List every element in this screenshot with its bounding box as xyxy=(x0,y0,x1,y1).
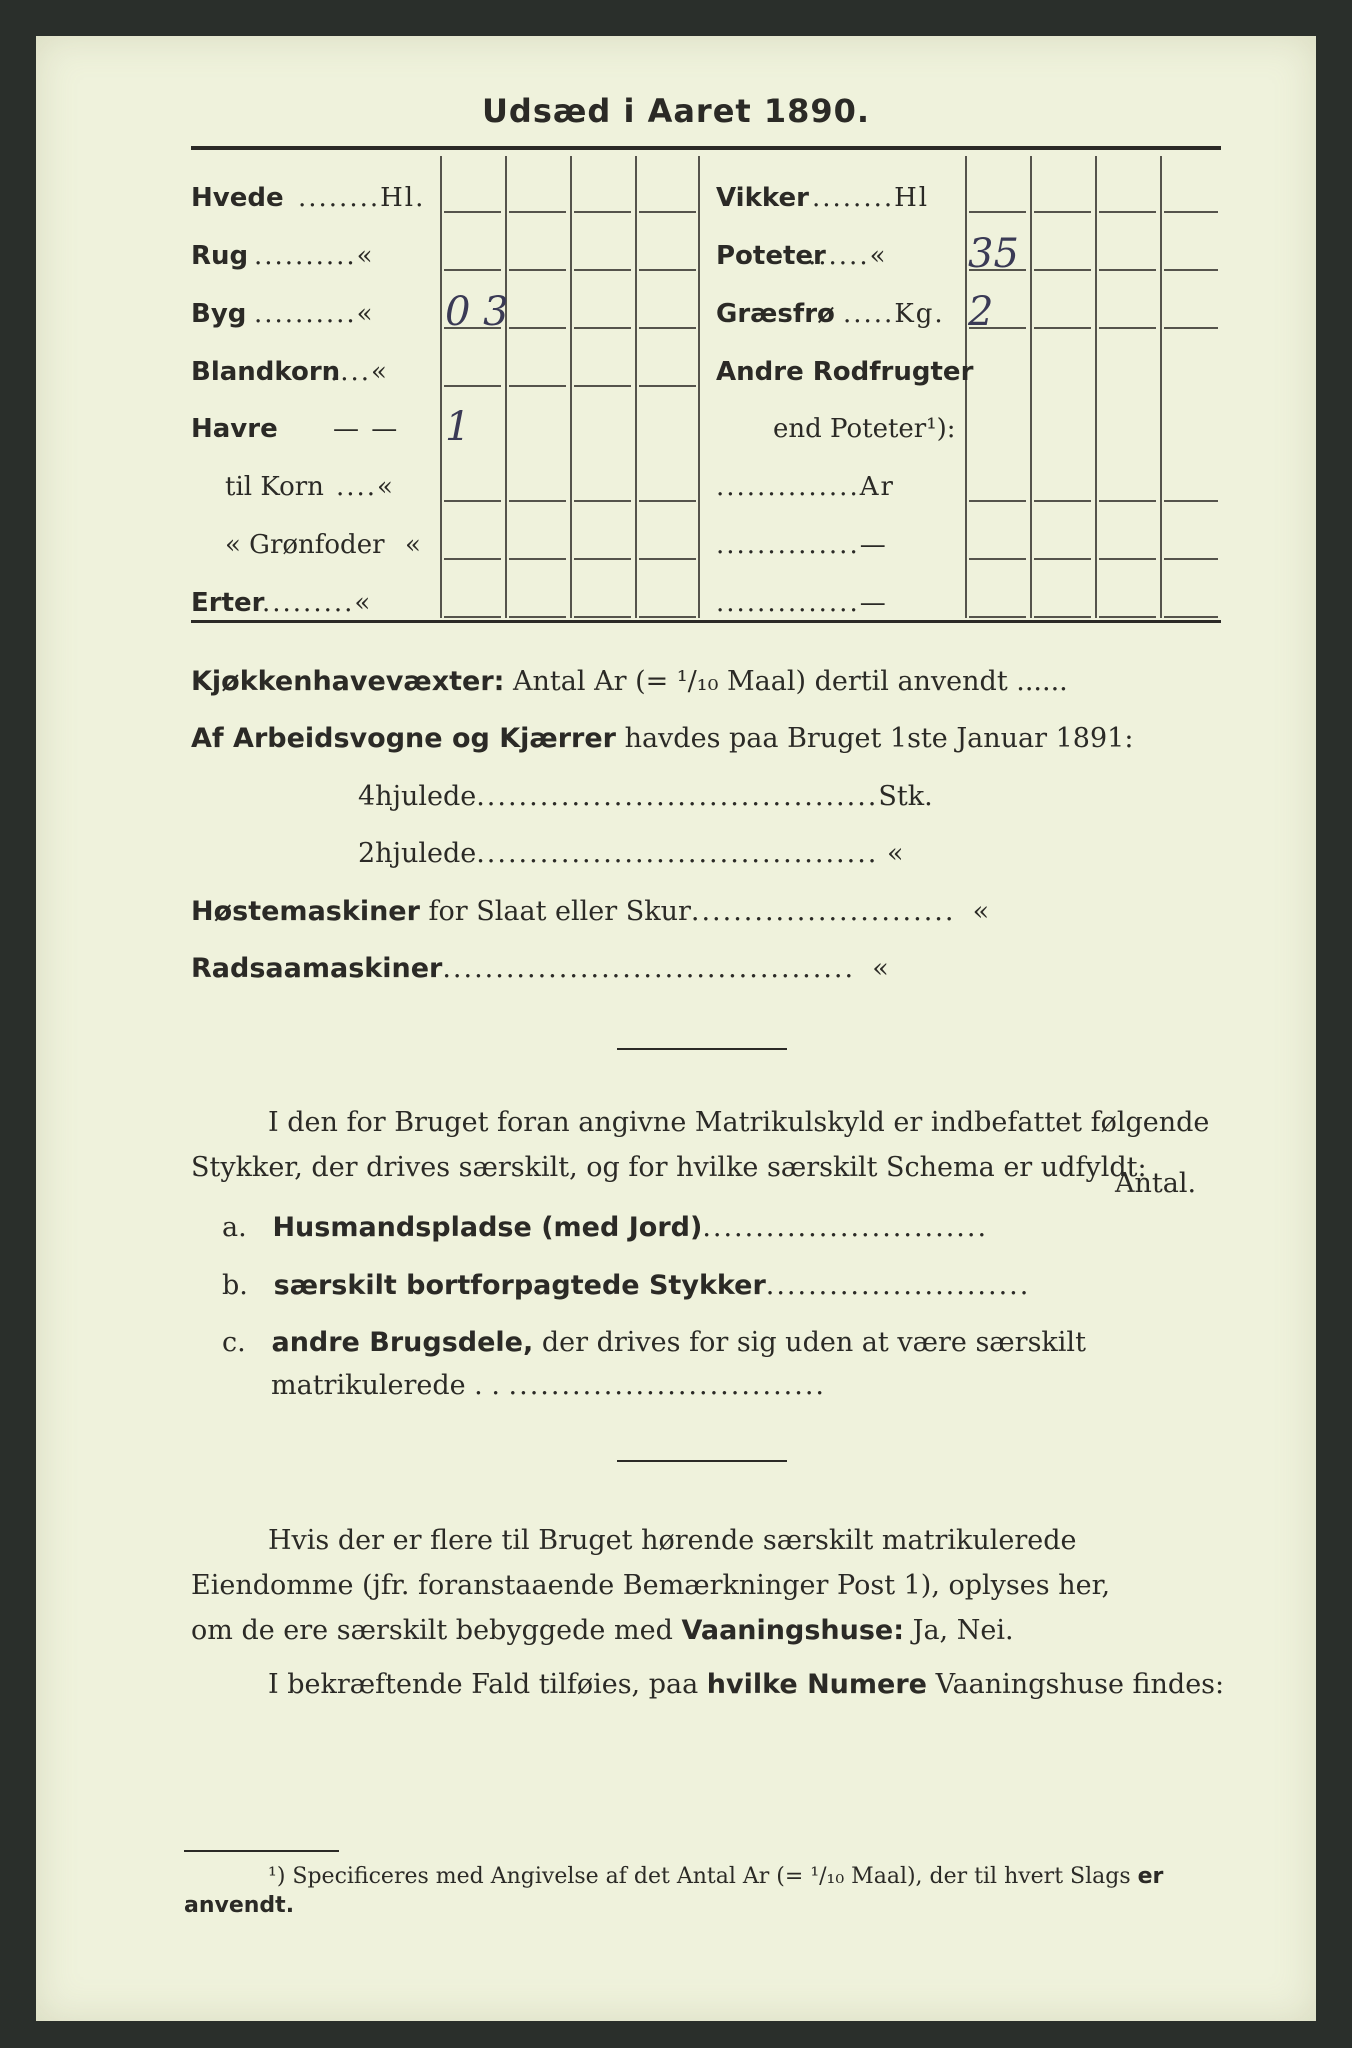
hvis-line-2: Eiendomme (jfr. foranstaaende Bemærkninger Post 1), oplyses her, xyxy=(191,1570,1111,1601)
right-row-cell xyxy=(1099,616,1156,618)
item-b-letter: b. xyxy=(222,1270,248,1301)
antal-header: Antal. xyxy=(1115,1168,1197,1199)
left-row-cell xyxy=(639,616,696,618)
left-col-line xyxy=(440,156,442,618)
left-row-cell xyxy=(639,385,696,387)
center-divider xyxy=(698,156,700,618)
right-row-cell xyxy=(1034,500,1091,502)
left-row-suffix: .........« xyxy=(262,588,373,618)
left-row-cell xyxy=(509,385,566,387)
right-row-suffix: ..............Ar xyxy=(716,472,895,502)
right-row-cell xyxy=(969,616,1026,618)
dwelling-label: Vaaningshuse: xyxy=(681,1615,905,1646)
left-row-cell xyxy=(574,327,631,329)
right-row-suffix: ........Hl xyxy=(812,183,930,213)
right-row-cell xyxy=(969,211,1026,213)
left-row-cell xyxy=(444,211,501,213)
left-row-cell xyxy=(574,385,631,387)
left-col-line xyxy=(570,156,572,618)
left-col-line xyxy=(505,156,507,618)
left-row-cell xyxy=(509,616,566,618)
item-a-dots: ........................... xyxy=(702,1212,989,1243)
seeder-line xyxy=(191,953,889,984)
footnote-text-1: ¹) Specificeres med Angivelse af det Antal Ar (= ¹/₁₀ Maal), der til hvert Slags xyxy=(268,1864,1131,1889)
right-row-cell xyxy=(1164,500,1218,502)
kitchen-garden-line xyxy=(191,666,1068,697)
right-row-cell xyxy=(1034,327,1091,329)
divider-2 xyxy=(617,1460,787,1462)
four-wheel-dots: ...................................... xyxy=(476,781,879,812)
right-row-cell xyxy=(1034,211,1091,213)
item-b xyxy=(222,1270,1030,1301)
left-row-cell xyxy=(509,558,566,560)
left-row-cell xyxy=(509,269,566,271)
footnote-rule xyxy=(184,1850,339,1852)
seeder-label: Radsaamaskiner xyxy=(191,953,443,984)
harvester-text: for Slaat eller Skur xyxy=(428,896,691,927)
right-col-line xyxy=(1030,156,1032,618)
matrikul-line-2: Stykker, der drives særskilt, og for hvilke særskilt Schema er udfyldt: xyxy=(191,1152,1147,1183)
right-row-value: 2 xyxy=(968,289,994,335)
left-row-suffix: ....« xyxy=(330,357,389,387)
right-row-label: Græsfrø xyxy=(716,299,835,329)
left-row-cell xyxy=(639,327,696,329)
title-rule xyxy=(191,146,1221,150)
two-wheel-dots: ...................................... xyxy=(476,838,879,869)
left-row-label: Byg xyxy=(191,299,247,329)
footnote-line-1 xyxy=(268,1864,1163,1889)
item-c-label: andre Brugsdele, xyxy=(271,1327,534,1358)
left-row-cell xyxy=(639,269,696,271)
left-col-line xyxy=(635,156,637,618)
right-row-cell xyxy=(1099,269,1156,271)
right-row-cell xyxy=(1034,616,1091,618)
harvester-line xyxy=(191,896,989,927)
kitchen-garden-text: Antal Ar (= ¹/₁₀ Maal) dertil anvendt ...... xyxy=(513,666,1068,697)
left-row-label: Erter xyxy=(191,588,265,618)
four-wheel-line xyxy=(358,781,933,812)
right-row-label: Vikker xyxy=(716,183,809,213)
left-row-value: 1 xyxy=(445,404,471,450)
left-row-value: 0 3 xyxy=(445,289,509,335)
left-row-label: til Korn xyxy=(225,472,324,502)
left-row-cell xyxy=(639,211,696,213)
left-row-cell xyxy=(444,269,501,271)
four-wheel-label: 4hjulede xyxy=(358,781,477,812)
left-row-suffix: ..........« xyxy=(254,299,375,329)
wagons-text: havdes paa Bruget 1ste Januar 1891: xyxy=(624,723,1134,754)
right-row-label: Poteter xyxy=(716,241,826,271)
item-c-cont-text: matrikulerede . . xyxy=(271,1370,500,1401)
two-wheel-label: 2hjulede xyxy=(358,838,477,869)
four-wheel-unit: Stk. xyxy=(878,781,933,812)
hvis-line-1: Hvis der er flere til Bruget hørende særskilt matrikulerede xyxy=(268,1525,1077,1556)
page-title: Udsæd i Aaret 1890. xyxy=(481,92,871,130)
right-row-suffix: ..............— xyxy=(716,530,888,560)
left-row-suffix: « xyxy=(405,530,423,560)
right-row-cell xyxy=(1164,269,1218,271)
hvis-line-3 xyxy=(191,1615,1014,1646)
left-row-cell xyxy=(444,385,501,387)
footnote-er: er xyxy=(1137,1864,1164,1889)
item-b-label: særskilt bortforpagtede Stykker xyxy=(273,1270,766,1301)
harvester-unit: « xyxy=(972,896,990,927)
left-row-cell xyxy=(509,211,566,213)
bekraeft-c: Vaaningshuse findes: xyxy=(935,1669,1225,1700)
left-row-cell xyxy=(639,500,696,502)
item-a-letter: a. xyxy=(222,1212,247,1243)
two-wheel-line xyxy=(358,838,903,869)
left-row-suffix: ..........« xyxy=(254,241,375,271)
harvester-dots: ......................... xyxy=(690,896,956,927)
wagons-line xyxy=(191,723,1133,754)
form-page xyxy=(36,36,1316,2021)
left-row-suffix: ....« xyxy=(336,472,395,502)
kitchen-garden-label: Kjøkkenhavevæxter: xyxy=(191,666,505,697)
left-row-cell xyxy=(574,500,631,502)
item-c-letter: c. xyxy=(222,1327,246,1358)
wagons-label: Af Arbeidsvogne og Kjærrer xyxy=(191,723,616,754)
right-col-line xyxy=(965,156,967,618)
item-a-label: Husmandspladse (med Jord) xyxy=(272,1212,703,1243)
right-row-label: Andre Rodfrugter xyxy=(716,357,974,387)
item-c-text: der drives for sig uden at være særskilt xyxy=(541,1327,1086,1358)
left-row-suffix: ........Hl. xyxy=(298,183,426,213)
left-row-cell xyxy=(444,616,501,618)
left-row-suffix: — — xyxy=(333,414,400,444)
left-row-cell xyxy=(444,500,501,502)
item-c xyxy=(222,1327,1086,1358)
divider-1 xyxy=(617,1048,787,1050)
right-row-cell xyxy=(1164,616,1218,618)
left-row-label: Hvede xyxy=(191,183,284,213)
bekraeft-line xyxy=(268,1669,1224,1700)
right-col-line xyxy=(1160,156,1162,618)
item-b-dots: ......................... xyxy=(765,1270,1031,1301)
item-a xyxy=(222,1212,988,1243)
right-row-cell xyxy=(969,500,1026,502)
right-row-cell xyxy=(1034,558,1091,560)
table-bottom-rule xyxy=(191,620,1221,623)
bekraeft-b: hvilke Numere xyxy=(706,1669,927,1700)
right-row-cell xyxy=(1164,558,1218,560)
yes-no: Ja, Nei. xyxy=(912,1615,1014,1646)
harvester-label: Høstemaskiner xyxy=(191,896,420,927)
left-row-label: « Grønfoder xyxy=(225,530,385,560)
left-row-cell xyxy=(509,500,566,502)
left-row-label: Rug xyxy=(191,241,249,271)
bekraeft-a: I bekræftende Fald tilføies, paa xyxy=(268,1669,699,1700)
left-row-label: Blandkorn xyxy=(191,357,341,387)
left-row-cell xyxy=(574,269,631,271)
left-row-cell xyxy=(509,327,566,329)
right-row-cell xyxy=(1034,269,1091,271)
left-row-cell xyxy=(574,558,631,560)
right-row-cell xyxy=(1164,327,1218,329)
right-row-cell xyxy=(1099,558,1156,560)
seeder-dots: ....................................... xyxy=(442,953,856,984)
right-row-suffix: ......« xyxy=(808,241,888,271)
right-row-cell xyxy=(1099,327,1156,329)
left-row-cell xyxy=(444,558,501,560)
footnote-line-2: anvendt. xyxy=(184,1893,295,1918)
two-wheel-unit: « xyxy=(886,838,904,869)
right-col-line xyxy=(1095,156,1097,618)
left-row-cell xyxy=(574,616,631,618)
item-c-cont-dots: .............................. xyxy=(508,1370,827,1401)
seeder-unit: « xyxy=(872,953,889,984)
item-c-cont xyxy=(271,1370,826,1401)
right-row-value: 35 xyxy=(968,231,1019,277)
left-row-cell xyxy=(574,211,631,213)
right-row-cell xyxy=(969,558,1026,560)
left-row-label: Havre xyxy=(191,414,278,444)
right-row-label: end Poteter¹): xyxy=(773,414,956,444)
hvis-line-3a: om de ere særskilt bebyggede med xyxy=(191,1615,673,1646)
right-row-cell xyxy=(1099,500,1156,502)
right-row-suffix: ..............— xyxy=(716,588,888,618)
right-row-cell xyxy=(1164,211,1218,213)
right-row-suffix: .....Kg. xyxy=(843,299,945,329)
left-row-cell xyxy=(639,558,696,560)
matrikul-line-1: I den for Bruget foran angivne Matrikulskyld er indbefattet følgende xyxy=(268,1107,1210,1138)
right-row-cell xyxy=(1099,211,1156,213)
